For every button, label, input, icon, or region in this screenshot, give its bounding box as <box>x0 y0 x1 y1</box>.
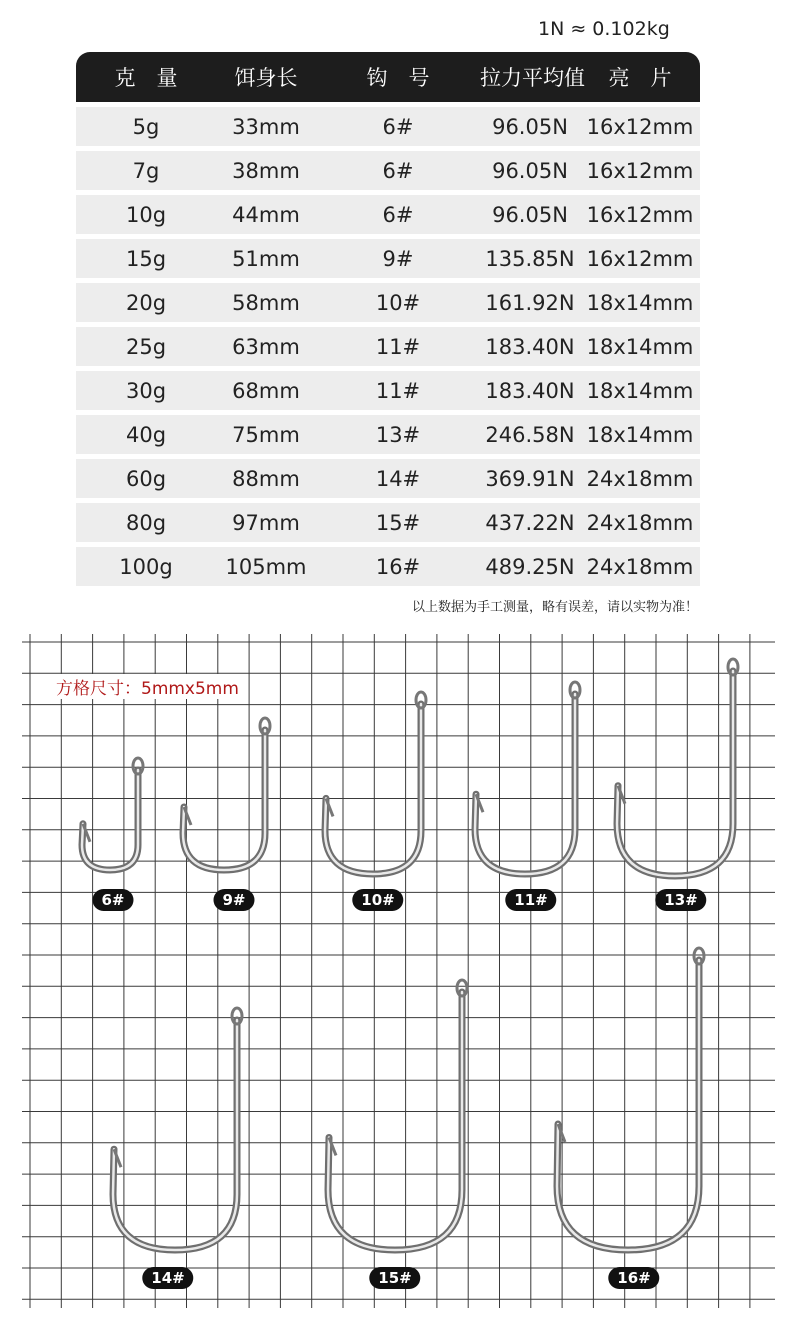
table-row <box>76 239 700 278</box>
hooks-illustration <box>0 628 790 1318</box>
cell-weight: 30g <box>125 378 167 403</box>
cell-blade: 24x18mm <box>586 466 694 491</box>
cell-hook-size: 13# <box>375 422 421 447</box>
fish-hook <box>557 960 699 1250</box>
cell-body-length: 68mm <box>232 378 300 403</box>
fish-hook <box>325 704 421 874</box>
disclaimer: 以上数据为手工测量，略有误差，请以实物为准！ <box>411 600 698 615</box>
cell-body-length: 88mm <box>232 466 300 491</box>
cell-body-length: 97mm <box>232 510 300 535</box>
cell-blade: 16x12mm <box>586 202 694 227</box>
hook-size-label: 14# <box>142 1267 193 1289</box>
cell-blade: 24x18mm <box>586 554 694 579</box>
table-row <box>76 151 700 190</box>
cell-avg-pull: 489.25N <box>485 554 575 579</box>
cell-weight: 60g <box>125 466 167 491</box>
fish-hook <box>328 992 462 1250</box>
cell-weight: 40g <box>125 422 167 447</box>
header-avg-pull: 拉力平均值 <box>480 66 585 90</box>
hook-size-label: 10# <box>352 889 403 911</box>
cell-hook-size: 11# <box>375 378 421 403</box>
fish-hook-highlight <box>328 992 462 1250</box>
cell-avg-pull: 437.22N <box>485 510 575 535</box>
cell-body-length: 51mm <box>232 246 300 271</box>
table-row <box>76 547 700 586</box>
cell-body-length: 63mm <box>232 334 300 359</box>
cell-hook-size: 10# <box>375 290 421 315</box>
table-row <box>76 283 700 322</box>
hook-size-label: 6# <box>92 889 133 911</box>
cell-avg-pull: 96.05N <box>492 114 568 139</box>
hook-grid <box>0 628 790 1318</box>
fish-hook-highlight <box>325 704 421 874</box>
cell-blade: 24x18mm <box>586 510 694 535</box>
cell-hook-size: 15# <box>375 510 421 535</box>
hook-size-label: 9# <box>213 889 254 911</box>
cell-hook-size: 6# <box>382 114 414 139</box>
grid-size-caption: 方格尺寸：5mmx5mm <box>54 674 241 699</box>
cell-avg-pull: 96.05N <box>492 202 568 227</box>
cell-blade: 18x14mm <box>586 378 694 403</box>
hook-size-label: 16# <box>608 1267 659 1289</box>
cell-blade: 18x14mm <box>586 334 694 359</box>
fish-hook-highlight <box>82 770 138 870</box>
hook-size-label: 11# <box>505 889 556 911</box>
cell-blade: 16x12mm <box>586 114 694 139</box>
cell-avg-pull: 96.05N <box>492 158 568 183</box>
table-row <box>76 195 700 234</box>
cell-hook-size: 16# <box>375 554 421 579</box>
cell-avg-pull: 183.40N <box>485 334 575 359</box>
fish-hook-highlight <box>475 694 575 874</box>
cell-hook-size: 6# <box>382 158 414 183</box>
table-row <box>76 107 700 146</box>
cell-weight: 15g <box>125 246 167 271</box>
fish-hook <box>183 730 265 870</box>
cell-avg-pull: 161.92N <box>485 290 575 315</box>
cell-avg-pull: 369.91N <box>485 466 575 491</box>
cell-body-length: 58mm <box>232 290 300 315</box>
cell-weight: 5g <box>132 114 160 139</box>
cell-body-length: 33mm <box>232 114 300 139</box>
cell-weight: 20g <box>125 290 167 315</box>
header-body-length: 饵身长 <box>234 66 298 90</box>
cell-hook-size: 9# <box>382 246 414 271</box>
cell-hook-size: 11# <box>375 334 421 359</box>
header-weight: 克 量 <box>114 66 178 90</box>
header-blade: 亮 片 <box>608 66 672 90</box>
table-row <box>76 327 700 366</box>
cell-weight: 25g <box>125 334 167 359</box>
spec-table-header <box>76 52 700 102</box>
cell-weight: 80g <box>125 510 167 535</box>
cell-blade: 16x12mm <box>586 246 694 271</box>
cell-avg-pull: 135.85N <box>485 246 575 271</box>
cell-weight: 7g <box>132 158 160 183</box>
table-row <box>76 415 700 454</box>
fish-hook <box>617 671 733 876</box>
cell-hook-size: 14# <box>375 466 421 491</box>
fish-hook-highlight <box>617 671 733 876</box>
fish-hook <box>113 1020 237 1250</box>
fish-hook-highlight <box>183 730 265 870</box>
cell-hook-size: 6# <box>382 202 414 227</box>
header-hook-size: 钩 号 <box>366 66 430 90</box>
table-row <box>76 459 700 498</box>
fish-hook-highlight <box>557 960 699 1250</box>
hook-size-label: 13# <box>655 889 706 911</box>
fish-hook-highlight <box>113 1020 237 1250</box>
cell-blade: 18x14mm <box>586 290 694 315</box>
spec-table <box>76 52 700 586</box>
fish-hook <box>475 694 575 874</box>
table-row <box>76 503 700 542</box>
fish-hook <box>82 770 138 870</box>
cell-weight: 10g <box>125 202 167 227</box>
cell-body-length: 38mm <box>232 158 300 183</box>
cell-blade: 18x14mm <box>586 422 694 447</box>
table-row <box>76 371 700 410</box>
cell-avg-pull: 183.40N <box>485 378 575 403</box>
cell-body-length: 75mm <box>232 422 300 447</box>
cell-body-length: 105mm <box>225 554 307 579</box>
conversion-note: 1N ≈ 0.102kg <box>538 18 670 40</box>
cell-blade: 16x12mm <box>586 158 694 183</box>
cell-weight: 100g <box>119 554 173 579</box>
cell-body-length: 44mm <box>232 202 300 227</box>
cell-avg-pull: 246.58N <box>485 422 575 447</box>
hook-size-label: 15# <box>369 1267 420 1289</box>
